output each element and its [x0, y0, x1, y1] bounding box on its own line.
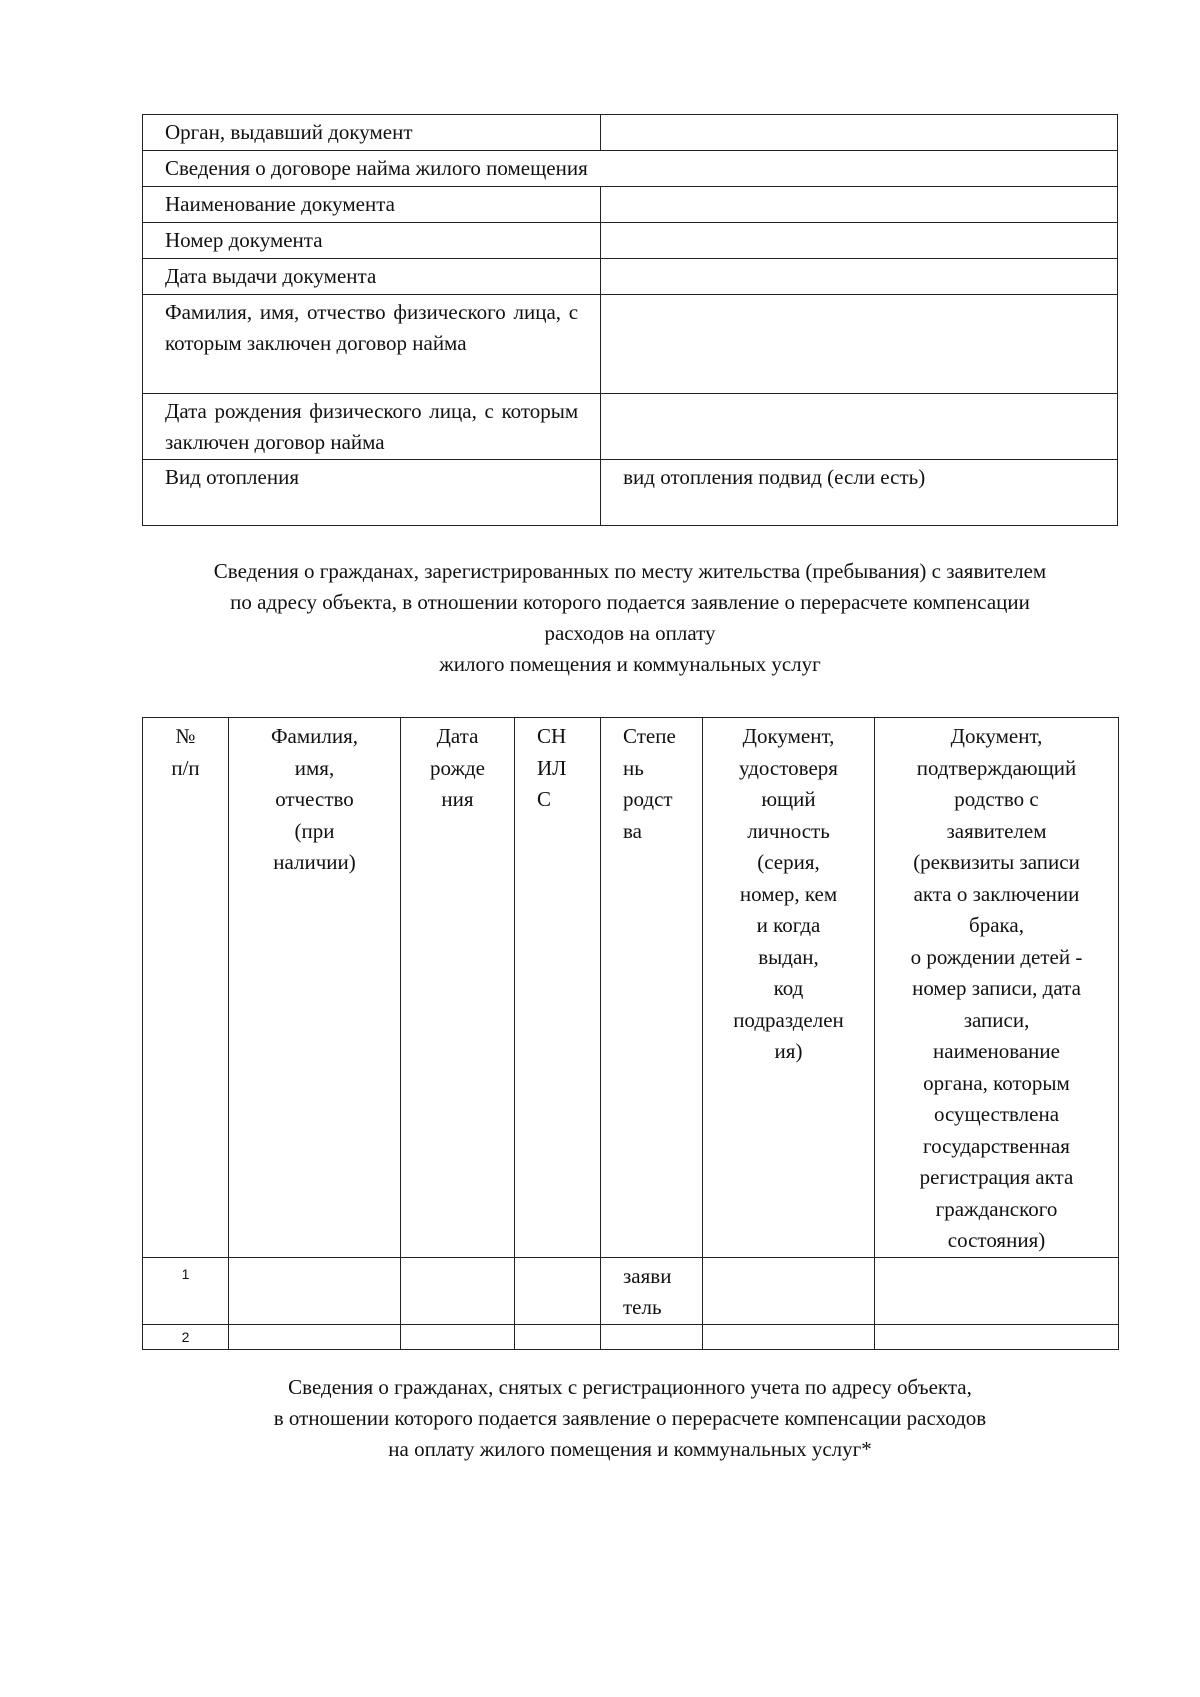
table-row: [143, 394, 1118, 460]
cell-kinship-document[interactable]: [875, 1324, 1119, 1349]
column-header-birth-date: Дата рожде ния: [401, 718, 515, 1258]
cell-kinship[interactable]: заяви тель: [601, 1257, 703, 1324]
column-header-snils: СН ИЛ С: [515, 718, 601, 1258]
value-document-name[interactable]: [601, 187, 1118, 223]
value-tenant-full-name[interactable]: [601, 295, 1118, 394]
label-document-number: Номер документа: [143, 223, 601, 259]
heading-line: на оплату жилого помещения и коммунальных услуг*: [388, 1437, 872, 1461]
column-header-full-name: Фамилия, имя, отчество (при наличии): [229, 718, 401, 1258]
label-tenant-full-name: Фамилия, имя, отчество физического лица, с которым заключен договор найма: [143, 295, 601, 394]
cell-full-name[interactable]: [229, 1257, 401, 1324]
table-header-row: [143, 718, 1119, 1258]
table-row: [143, 460, 1118, 526]
label-tenant-birth-date: Дата рождения физического лица, с которым заключен договор найма: [143, 394, 601, 460]
table-row: [143, 115, 1118, 151]
section-lease-agreement: Сведения о договоре найма жилого помещения: [143, 151, 1118, 187]
heading-line: по адресу объекта, в отношении которого подается заявление о перерасчете компенсации: [230, 590, 1030, 614]
cell-snils[interactable]: [515, 1257, 601, 1324]
label-heating-type: Вид отопления: [143, 460, 601, 526]
table-row: [143, 1324, 1119, 1349]
heading-line: Сведения о гражданах, снятых с регистрационного учета по адресу объекта,: [288, 1375, 972, 1399]
heading-line: в отношении которого подается заявление о перерасчете компенсации расходов: [273, 1406, 987, 1430]
value-issuing-authority[interactable]: [601, 115, 1118, 151]
cell-full-name[interactable]: [229, 1324, 401, 1349]
column-header-kinship: Степе нь родст ва: [601, 718, 703, 1258]
label-issue-date: Дата выдачи документа: [143, 259, 601, 295]
row-number: 2: [143, 1324, 229, 1349]
cell-birth-date[interactable]: [401, 1324, 515, 1349]
cell-birth-date[interactable]: [401, 1257, 515, 1324]
table-row: [143, 223, 1118, 259]
heading-line: расходов на оплату: [544, 621, 716, 645]
label-document-name: Наименование документа: [143, 187, 601, 223]
table-row: [143, 187, 1118, 223]
document-info-table: [142, 114, 1118, 526]
table-row: [143, 151, 1118, 187]
cell-kinship[interactable]: [601, 1324, 703, 1349]
column-header-identity-document: Документ, удостоверя ющий личность (серия, номер, кем и когда выдан, код подразделен ия): [703, 718, 875, 1258]
column-header-kinship-document: Документ, подтверждающий родство с заявителем (реквизиты записи акта о заключении брака, о рождении детей - номер записи, дата записи, наименование органа, которым осуществлена государственная регистрация акта гражданского состояния): [875, 718, 1119, 1258]
removed-citizens-heading: [130, 1372, 1130, 1465]
label-issuing-authority: Орган, выдавший документ: [143, 115, 601, 151]
value-document-number[interactable]: [601, 223, 1118, 259]
cell-identity-document[interactable]: [703, 1324, 875, 1349]
heading-line: Сведения о гражданах, зарегистрированных по месту жительства (пребывания) с заявителем: [213, 559, 1047, 583]
cell-kinship-document[interactable]: [875, 1257, 1119, 1324]
row-number: 1: [143, 1257, 229, 1324]
cell-snils[interactable]: [515, 1324, 601, 1349]
table-row: [143, 259, 1118, 295]
value-issue-date[interactable]: [601, 259, 1118, 295]
table-row: [143, 295, 1118, 394]
heading-line: жилого помещения и коммунальных услуг: [439, 652, 821, 676]
column-header-number: № п/п: [143, 718, 229, 1258]
cell-identity-document[interactable]: [703, 1257, 875, 1324]
value-tenant-birth-date[interactable]: [601, 394, 1118, 460]
value-heating-type[interactable]: вид отопления подвид (если есть): [601, 460, 1118, 526]
table-row: [143, 1257, 1119, 1324]
registered-citizens-heading: [130, 556, 1130, 680]
registered-citizens-table: [142, 717, 1119, 1350]
